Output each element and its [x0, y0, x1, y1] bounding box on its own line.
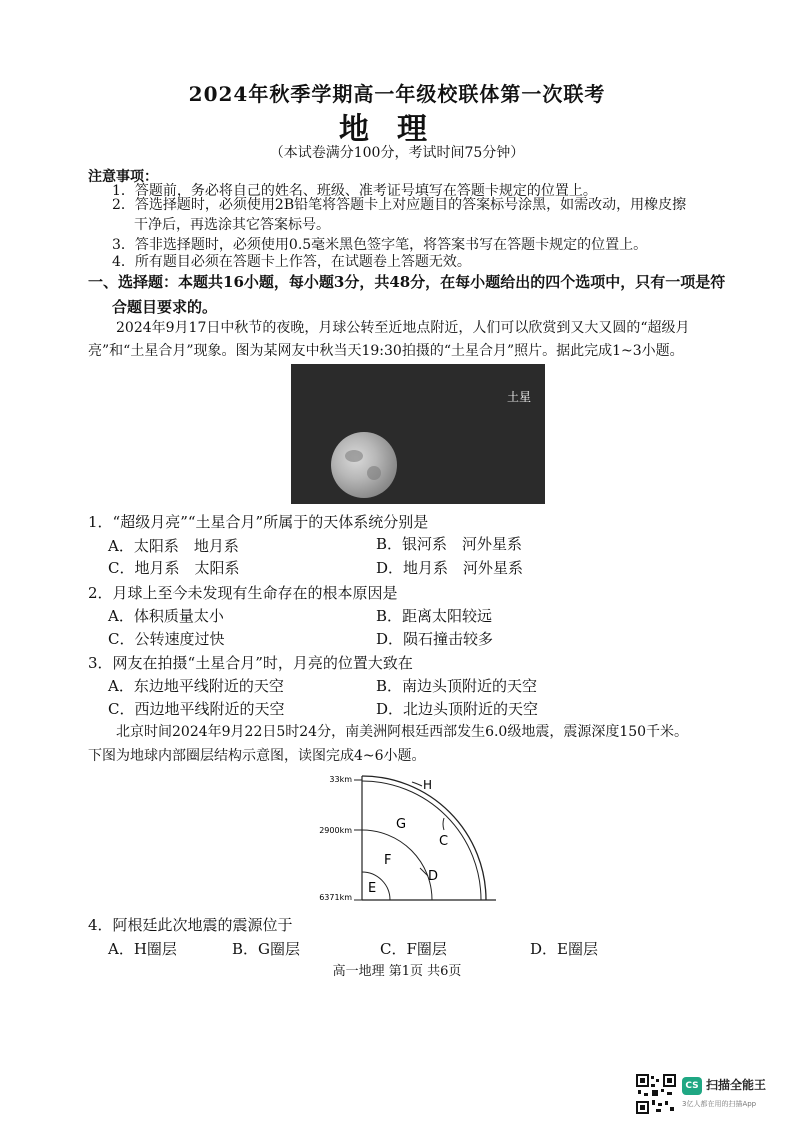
depth-label-2900km: 2900km	[319, 826, 352, 835]
question-2-stem: 2．月球上至今未发现有生命存在的根本原因是	[88, 584, 398, 602]
question-3-stem: 3．网友在拍摄“土星合月”时，月亮的位置大致在	[88, 654, 413, 672]
question-2-option-a: A．体积质量太小	[108, 607, 224, 625]
scanner-app-name: 扫描全能王	[706, 1078, 767, 1092]
moho-boundary	[362, 781, 481, 900]
passage-1-line-2: 亮”和“土星合月”现象。图为某网友中秋当天19:30拍摄的“土星合月”照片。据此完成1~3小题。	[88, 343, 684, 359]
depth-label-6371km: 6371km	[319, 893, 352, 902]
notes-heading: 注意事项：	[88, 169, 158, 185]
question-3-option-c: C．西边地平线附近的天空	[108, 700, 285, 718]
qr-code-icon	[636, 1074, 676, 1114]
layer-label-f: F	[384, 853, 392, 868]
question-4-option-c: C．F圈层	[380, 940, 447, 958]
question-3-option-a: A．东边地平线附近的天空	[108, 677, 284, 695]
passage-2-line-1: 北京时间2024年9月22日5时24分，南美洲阿根廷西部发生6.0级地震，震源深度150千米。	[116, 724, 689, 740]
scanner-app-tagline: 3亿人都在用的扫描App	[682, 1100, 757, 1108]
camscanner-logo-icon: CS	[682, 1077, 702, 1095]
saturn-label: 土星	[506, 390, 531, 404]
passage-1-line-1: 2024年9月17日中秋节的夜晚，月球公转至近地点附近，人们可以欣赏到又大又圆的“超级月	[116, 320, 690, 336]
earth-interior-diagram	[312, 772, 512, 906]
question-1-stem: 1．“超级月亮”“土星合月”所属于的天体系统分别是	[88, 513, 429, 531]
question-2-option-b: B．距离太阳较远	[376, 607, 493, 625]
question-1-option-b: B．银河系 河外星系	[376, 535, 523, 553]
question-4-option-a: A．H圈层	[108, 940, 177, 958]
question-3-option-d: D．北边头顶附近的天空	[376, 700, 539, 718]
layer-label-c: C	[439, 834, 449, 849]
exam-info: （本试卷满分100分，考试时间75分钟）	[269, 145, 525, 161]
saturn-moon-photo	[291, 364, 545, 504]
question-3-option-b: B．南边头顶附近的天空	[376, 677, 538, 695]
question-1-option-a: A．太阳系 地月系	[108, 537, 239, 555]
passage-2-line-2: 下图为地球内部圈层结构示意图，读图完成4~6小题。	[88, 748, 426, 764]
question-1-option-d: D．地月系 河外星系	[376, 559, 524, 577]
layer-label-h: H	[423, 778, 433, 792]
crust-outer-boundary	[362, 776, 486, 900]
note-item-continued: 干净后，再选涂其它答案标号。	[134, 217, 330, 233]
layer-label-e: E	[368, 881, 377, 896]
pointer-c	[443, 818, 444, 830]
question-2-option-d: D．陨石撞击较多	[376, 630, 494, 648]
section-line-2: 合题目要求的。	[112, 298, 218, 316]
layer-label-d: D	[428, 869, 439, 884]
section-heading	[88, 270, 728, 320]
question-4-option-d: D．E圈层	[530, 940, 598, 958]
moon-crater	[345, 450, 363, 462]
subject-title: 地理	[339, 112, 455, 147]
note-item: 3．答非选择题时，必须使用0.5毫米黑色签字笔，将答案书写在答题卡规定的位置上。	[112, 237, 648, 253]
question-1-option-c: C．地月系 太阳系	[108, 559, 240, 577]
moon-image	[331, 432, 397, 498]
page-footer: 高一地理 第1页 共6页	[332, 964, 462, 979]
note-item: 4．所有题目必须在答题卡上作答，在试题卷上答题无效。	[112, 254, 471, 270]
note-item: 2．答选择题时，必须使用2B铅笔将答题卡上对应题目的答案标号涂黑，如需改动，用橡皮擦	[112, 197, 687, 213]
section-line-1: 一、选择题：本题共16小题，每小题3分，共48分，在每小题给出的四个选项中，只有一项是符	[88, 273, 726, 291]
exam-title: 2024年秋季学期高一年级校联体第一次联考	[188, 82, 606, 106]
layer-label-g: G	[396, 817, 407, 832]
pointer-h	[412, 782, 422, 786]
question-2-option-c: C．公转速度过快	[108, 630, 225, 648]
question-4-stem: 4．阿根廷此次地震的震源位于	[88, 916, 293, 934]
question-4-option-b: B．G圈层	[232, 940, 301, 958]
note-item: 1．答题前，务必将自己的姓名、班级、准考证号填写在答题卡规定的位置上。	[112, 183, 597, 199]
depth-label-33km: 33km	[329, 775, 352, 784]
moon-crater	[367, 466, 381, 480]
